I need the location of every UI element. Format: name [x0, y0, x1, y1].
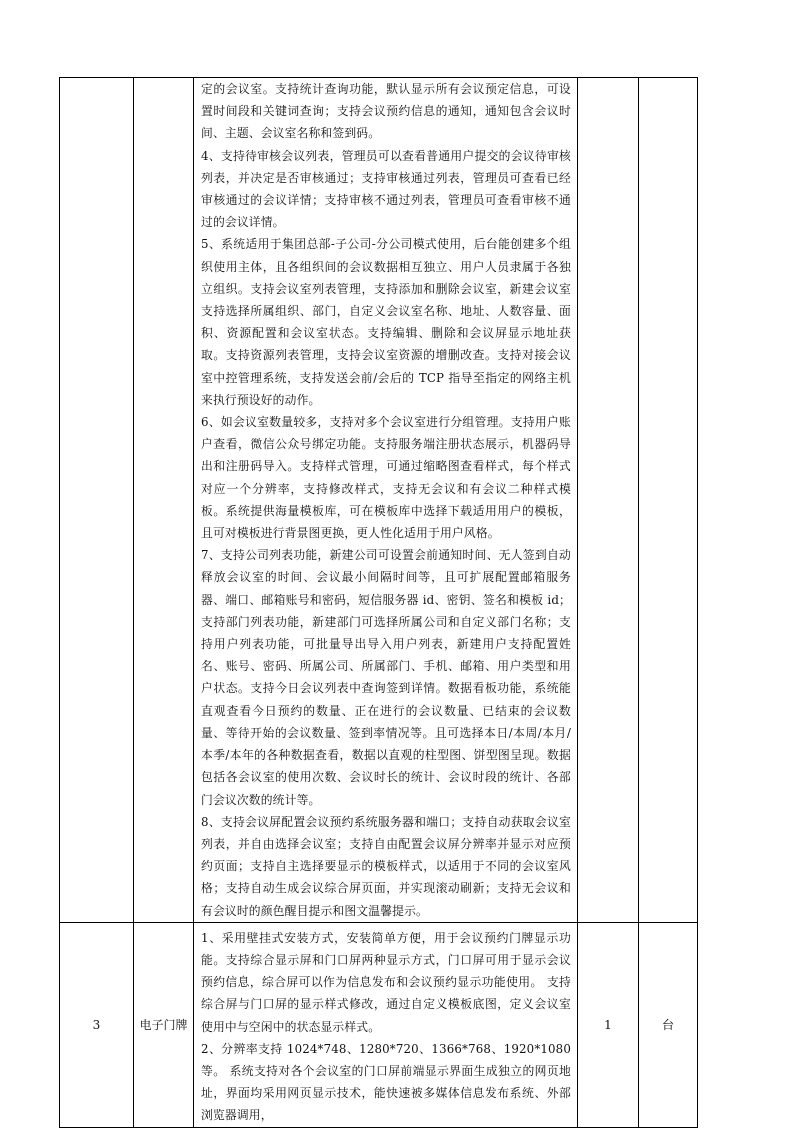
item-quantity-cell: 1: [578, 922, 639, 1127]
description-paragraph: 7、支持公司列表功能，新建公司可设置会前通知时间、无人签到自动释放会议室的时间、会议最小间隔时间等，且可扩展配置邮箱服务器、端口、邮箱账号和密码，短信服务器 id、密钥、签名和模板 id；支持部门列表功能，新建部门可选择所属公司和自定义部门名称；支持用户列表功能，可批量导出导入用户列表，新建用户支持配置姓名、账号、密码、所属公司、所属部门、手机、邮箱、用户类型和用户状态。支持今日会议列表中查询签到详情。数据看板功能，系统能直观查看今日预约的数量、正在进行的会议数量、已结束的会议数量、等待开始的会议数量、签到率情况等。且可选择本日/本周/本月/本季/本年的各种数据查看，数据以直观的柱型图、饼型图呈现。数据包括各会议室的使用次数、会议时长的统计、会议时段的统计、各部门会议次数的统计等。: [201, 548, 571, 807]
item-name-cell: 电子门牌: [134, 922, 194, 1127]
item-quantity-cell: [578, 78, 639, 923]
description-paragraph: 2、分辨率支持 1024*748、1280*720、1366*768、1920*1080 等。 系统支持对各个会议室的门口屏前端显示界面生成独立的网页地址，界面均采用网页显示技术，能快速被多媒体信息发布系统、外部浏览器调用，: [201, 1041, 571, 1123]
description-paragraph: 5、系统适用于集团总部-子公司-分公司模式使用，后台能创建多个组织使用主体，且各组织间的会议数据相互独立、用户人员隶属于各独立组织。支持会议室列表管理，支持添加和删除会议室，新建会议室支持选择所属组织、部门，自定义会议室名称、地址、人数容量、面积、资源配置和会议室状态。支持编辑、删除和会议屏显示地址获取。支持资源列表管理，支持会议室资源的增删改查。支持对接会议室中控管理系统，支持发送会前/会后的 TCP 指导至指定的网络主机来执行预设好的动作。: [201, 237, 571, 407]
table-row: [60, 78, 698, 923]
spec-table: [59, 77, 698, 1128]
description-paragraph: 6、如会议室数量较多，支持对多个会议室进行分组管理。支持用户账户查看，微信公众号绑定功能。支持服务端注册状态展示，机器码导出和注册码导入。支持样式管理，可通过缩略图查看样式，每个样式对应一个分辨率，支持修改样式，支持无会议和有会议二种样式模板。系统提供海量模板库，可在模板库中选择下载适用用户的模板，且可对模板进行背景图更换，更人性化适用于用户风格。: [201, 415, 571, 541]
description-paragraph: 8、支持会议屏配置会议预约系统服务器和端口；支持自动获取会议室列表，并自由选择会议室；支持自由配置会议屏分辨率并显示对应预约页面；支持自主选择要显示的模板样式，以适用于不同的会议室风格；支持自动生成会议综合屏页面，并实现滚动刷新；支持无会议和有会议时的颜色醒目提示和图文温馨提示。: [201, 814, 571, 918]
item-unit-cell: 台: [639, 922, 698, 1127]
item-description-cell: [194, 78, 578, 923]
description-paragraph: 1、采用壁挂式安装方式，安装简单方便，用于会议预约门牌显示功能。支持综合显示屏和门口屏两种显示方式，门口屏可用于显示会议预约信息，综合屏可以作为信息发布和会议预约显示功能使用。 支持综合屏与门口屏的显示样式修改，通过自定义模板底图，定义会议室使用中与空闲中的状态显示样式。: [201, 930, 571, 1034]
description-paragraph: 4、支持待审核会议列表，管理员可以查看普通用户提交的会议待审核列表，并决定是否审核通过；支持审核通过列表，管理员可查看已经审核通过的会议详情；支持审核不通过列表，管理员可查看审核不通过的会议详情。: [201, 148, 571, 230]
item-name-cell: [134, 78, 194, 923]
table-row: [60, 922, 698, 1127]
description-paragraph: 定的会议室。支持统计查询功能，默认显示所有会议预定信息，可设置时间段和关键词查询；支持会议预约信息的通知，通知包含会议时间、主题、会议室名称和签到码。: [201, 82, 571, 141]
item-number-cell: 3: [60, 922, 134, 1127]
item-description-cell: [194, 922, 578, 1127]
item-number-cell: [60, 78, 134, 923]
item-unit-cell: [639, 78, 698, 923]
